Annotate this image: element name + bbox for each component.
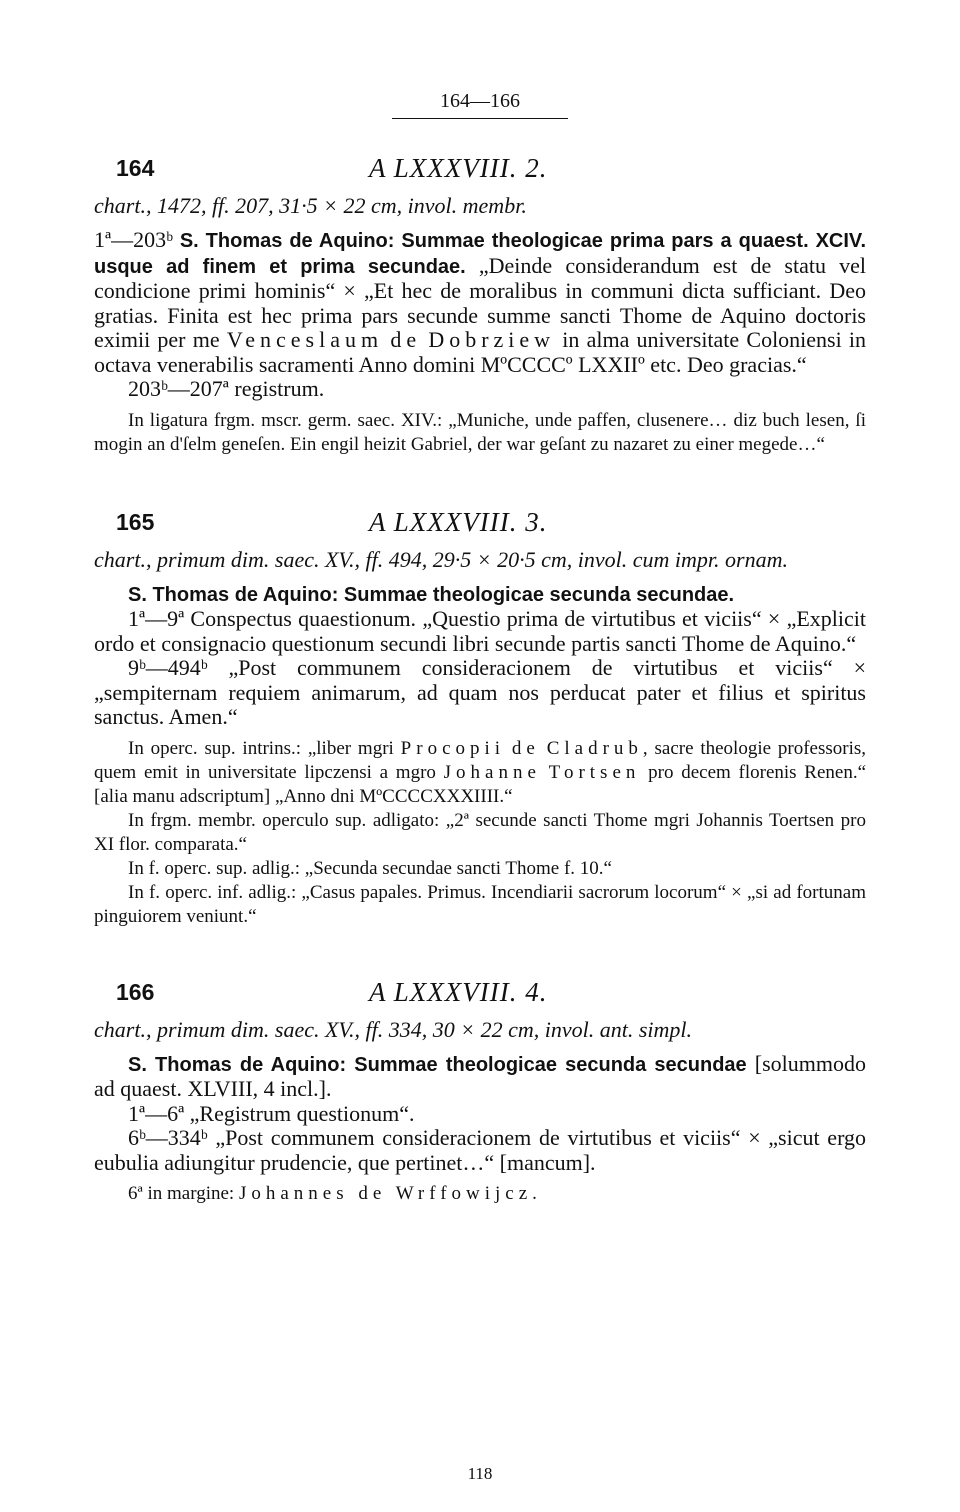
shelfmark: A LXXXVIII. 4. (369, 976, 548, 1007)
note-paragraph (94, 737, 866, 809)
entry-header (94, 149, 866, 189)
title-scope: [solummodo ad quaest. XLVIII, 4 incl.]. (94, 1050, 866, 1101)
scribe-name: Johannes de Wrffowijcz. (238, 1183, 542, 1204)
content-paragraph: 1ª—9ª Conspectus quaestionum. „Questio prima de virtutibus et viciis“ × „Explicit ordo et consignacio questionum secundi libri secunde partis sancti Thome de Aquino.“ (94, 606, 866, 656)
title-paragraph (94, 582, 866, 608)
note-text: 6ª in margine: (128, 1183, 235, 1204)
shelfmark: A LXXXVIII. 3. (369, 506, 548, 537)
physical-description: chart., primum dim. saec. XV., ff. 494, 29·5 × 20·5 cm, invol. cum impr. ornam. (94, 546, 788, 572)
owner-name-particle: de (511, 737, 540, 759)
physical-description: chart., primum dim. saec. XV., ff. 334, 30 × 22 cm, invol. ant. simpl. (94, 1016, 693, 1042)
seller-name: Tortsen (548, 761, 641, 783)
owner-name: Cladrub (546, 737, 643, 759)
entry-166 (94, 973, 866, 1207)
entry-header (94, 973, 866, 1013)
colophon-text: in alma universitate Coloniensi in octava venerabilis sacramenti Anno domini MºCCCCº LXXIIº etc. Deo gracias.“ (94, 327, 867, 377)
note-text: , sacre theologie professoris, quem emit in universitate lipczensi a mgro (94, 737, 867, 783)
note-text: pro decem florenis Renen.“ [alia manu adscriptum] „Anno dni MºCCCCXXXIIII.“ (94, 761, 867, 807)
content-paragraph: 203ᵇ—207ª registrum. (128, 376, 325, 401)
seller-name: Johanne (443, 761, 541, 783)
running-head-rule (392, 118, 568, 119)
physical-description: chart., 1472, ff. 207, 31·5 × 22 cm, invol. membr. (94, 193, 527, 218)
title-paragraph (94, 1052, 866, 1102)
owner-name: Procopii (400, 737, 506, 759)
note-paragraph: In frgm. membr. operculo sup. adligato: „2ª secunde sancti Thome mgri Johannis Toertsen pro XI flor. comparata.“ (94, 809, 866, 855)
entry-number: 165 (116, 508, 155, 535)
entry-header (94, 503, 866, 543)
content-paragraph: 9ᵇ—494ᵇ „Post communem consideracionem de virtutibus et viciis“ × „sempiternam requiem animarum, ad quam nos perducat pater et filius et spiritus sanctus. Amen.“ (94, 655, 866, 729)
note-paragraph: In f. operc. inf. adlig.: „Casus papales. Primus. Incendiarii sacrorum locorum“ × „si ad fortunam pinguiorem veniunt.“ (94, 881, 866, 927)
content-paragraph: 1ª—6ª „Registrum questionum“. (128, 1100, 415, 1126)
catalogue-page (94, 88, 866, 1206)
scribe-name: Dobrziew (428, 327, 556, 352)
note-paragraph: In ligatura frgm. mscr. germ. saec. XIV.: „Muniche, unde paffen, clusenere… diz buch lesen, ſi mogin an d'ſelm geneſen. Ein engil heizit Gabriel, der war geſant zu nazaret zu einer megede…“ (94, 409, 866, 455)
note-text: In operc. sup. intrins.: „liber mgri (128, 737, 394, 759)
work-title: S. Thomas de Aquino: Summae theologicae secunda secundae (128, 1053, 747, 1076)
running-head: 164—166 (440, 90, 520, 112)
entry-164 (94, 149, 866, 457)
folio-range: 1ª—203ᵇ (94, 227, 173, 252)
entry-number: 164 (116, 155, 155, 181)
entry-165 (94, 503, 866, 929)
note-paragraph (94, 1182, 866, 1206)
work-title: S. Thomas de Aquino: Summae theologicae secunda secundae. (128, 583, 735, 606)
scribe-name-particle: de (390, 327, 422, 352)
scribe-name: Venceslaum (226, 327, 384, 352)
shelfmark: A LXXXVIII. 2. (369, 153, 548, 183)
note-paragraph: In f. operc. sup. adlig.: „Secunda secundae sancti Thome f. 10.“ (128, 857, 612, 879)
entry-number: 166 (116, 978, 155, 1005)
work-title: S. Thomas de Aquino: Summae theologicae prima pars a quaest. XCIV. usque ad finem et prima secundae. (94, 230, 866, 278)
page-number: 118 (467, 1464, 493, 1483)
incipit-explicit: „Deinde considerandum est de statu vel condicione primi hominis“ × „Et hec de moralibus in communi dicta sufficiant. Deo gratias. Finita est hec prima pars secunde summe sancti Thome de Aquino doctoris eximii per me (94, 252, 866, 352)
content-paragraph (94, 228, 866, 377)
content-paragraph: 6ᵇ—334ᵇ „Post communem consideracionem de virtutibus et viciis“ × „sicut ergo eubulia adiungitur prudencie, que pertinet…“ [mancum]. (94, 1125, 866, 1175)
